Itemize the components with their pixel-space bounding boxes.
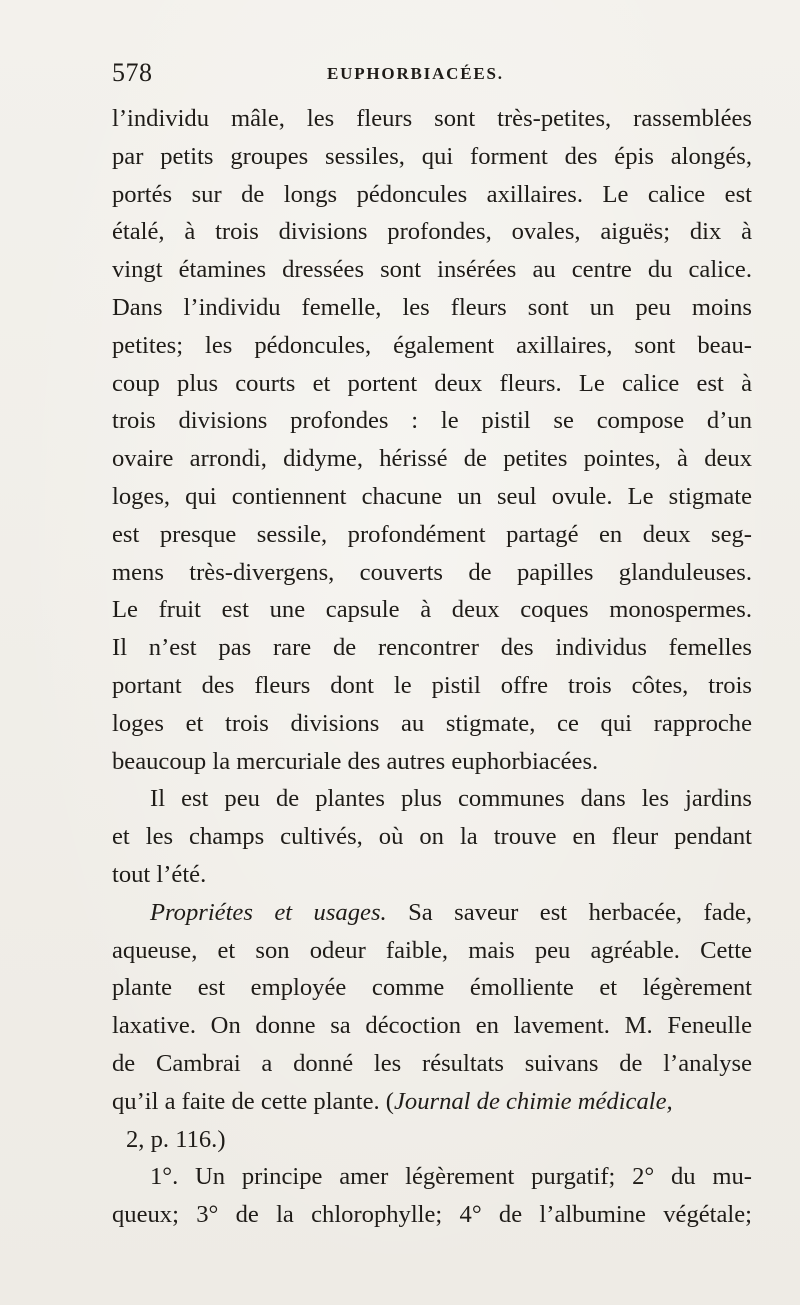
citation-line — [112, 1083, 752, 1121]
text-line: de Cambrai a donné les résultats suivans de l’analyse — [112, 1049, 752, 1077]
text-line: coup plus courts et portent deux fleurs. Le calice est à — [112, 369, 752, 397]
text-line: et les champs cultivés, où on la trouve en fleur pendant — [112, 823, 752, 851]
text-line: est presque sessile, profondément partagé en deux seg- — [112, 520, 752, 548]
text-line: portant des fleurs dont le pistil offre trois côtes, trois — [112, 671, 752, 699]
citation-lead: qu’il a faite de cette plante. ( — [112, 1087, 394, 1115]
text-line: laxative. On donne sa décoction en lavement. M. Feneulle — [112, 1012, 752, 1040]
text-line: par petits groupes sessiles, qui forment des épis alongés, — [112, 142, 752, 170]
text-line: ovaire arrondi, didyme, hérissé de petites pointes, à deux — [112, 445, 752, 473]
body-text — [112, 100, 752, 1234]
text-line: 1°. Un principe amer légèrement purgatif; 2° du mu- — [150, 1163, 752, 1191]
text-line: mens très-divergens, couverts de papilles glanduleuses. — [112, 558, 752, 586]
text-line: Il n’est pas rare de rencontrer des individus femelles — [112, 634, 752, 662]
text-line: trois divisions profondes : le pistil se compose d’un — [112, 407, 752, 435]
text-line: l’individu mâle, les fleurs sont très-petites, rassemblées — [112, 105, 752, 132]
text-line: tout l’été. — [112, 860, 207, 888]
text-line: étalé, à trois divisions profondes, ovales, aiguës; dix à — [112, 218, 752, 246]
text-line: Il est peu de plantes plus communes dans les jardins — [150, 785, 752, 813]
properties-first-line — [112, 894, 752, 932]
text-line: petites; les pédoncules, également axillaires, sont beau- — [112, 331, 752, 359]
text-line: vingt étamines dressées sont insérées au centre du calice. — [112, 256, 752, 284]
text-line: loges et trois divisions au stigmate, ce qui rapproche — [112, 709, 752, 737]
properties-heading: Propriétes et usages. — [150, 898, 387, 926]
running-head: EUPHORBIACÉES. — [327, 64, 504, 83]
text-line: aqueuse, et son odeur faible, mais peu agréable. Cette — [112, 936, 752, 964]
text-line: Dans l’individu femelle, les fleurs sont un peu moins — [112, 293, 752, 321]
text-line: loges, qui contiennent chacune un seul ovule. Le stigmate — [112, 482, 752, 510]
text-line: Le fruit est une capsule à deux coques monospermes. — [112, 596, 752, 624]
properties-text: Sa saveur est herbacée, fade, — [386, 898, 752, 926]
journal-title: Journal de chimie médicale, — [394, 1087, 673, 1115]
page-number: 578 — [112, 58, 153, 87]
citation-reference: 2, p. 116.) — [126, 1125, 226, 1153]
text-line: plante est employée comme émolliente et légèrement — [112, 974, 752, 1002]
text-line: beaucoup la mercuriale des autres euphorbiacées. — [112, 747, 599, 775]
text-line: portés sur de longs pédoncules axillaires. Le calice est — [112, 180, 752, 208]
page-header — [112, 58, 752, 92]
text-line: queux; 3° de la chlorophylle; 4° de l’albumine végétale; — [112, 1201, 752, 1229]
